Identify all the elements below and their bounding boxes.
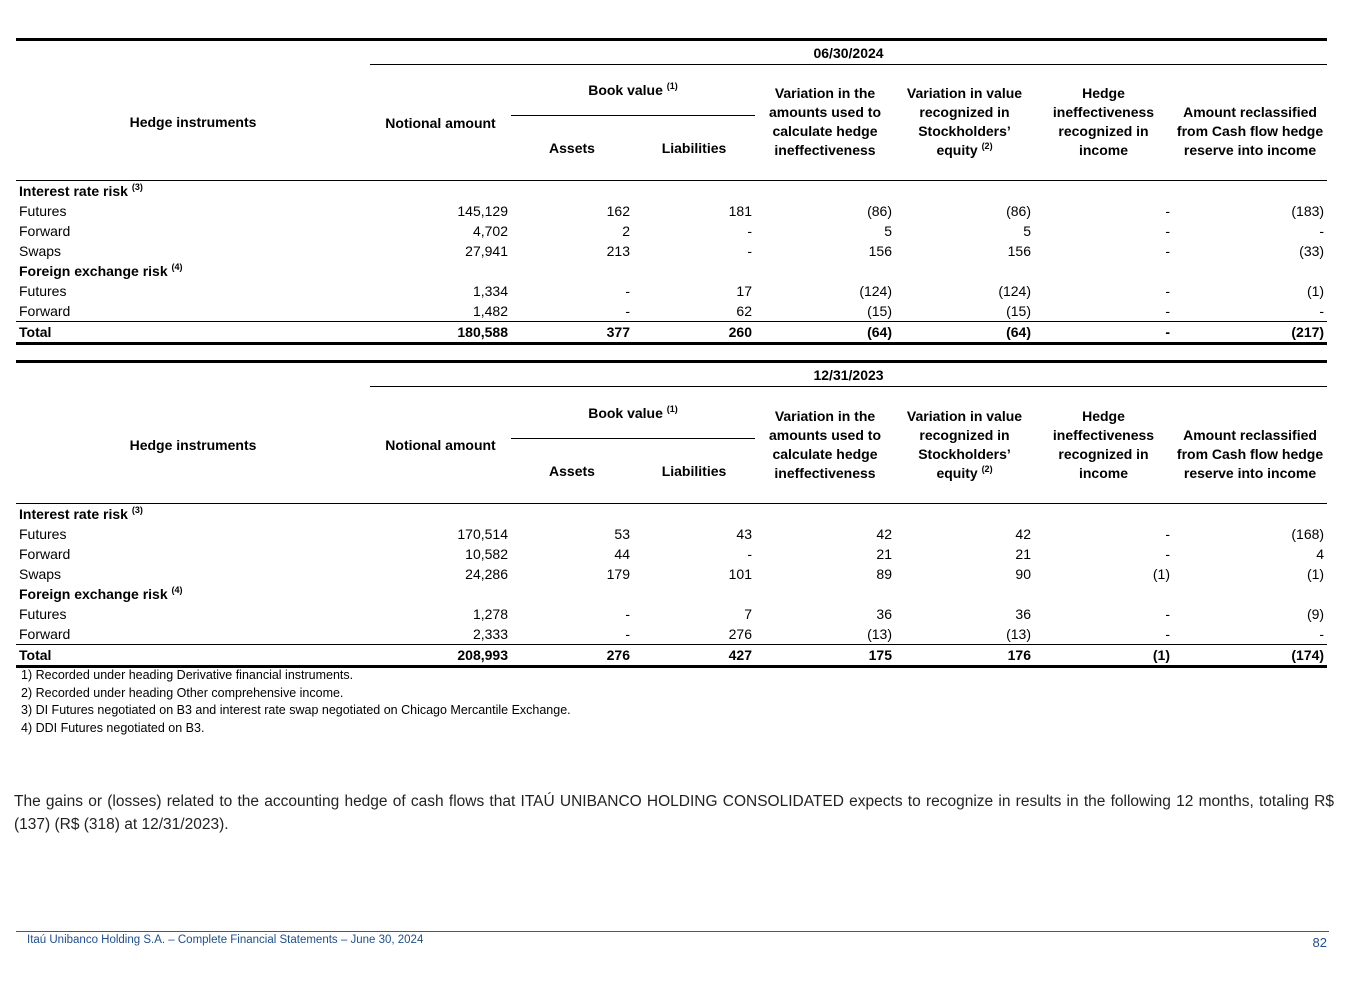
variation-value-header: Variation in value recognized in Stockholders’ equity $^{(2)}$ <box>895 65 1034 181</box>
notional-amount-header: Notional amount <box>370 387 511 504</box>
table-row: Forward 4,702 2 - 5 5 - - <box>19 223 1325 239</box>
total-row: Total 180,588 377 260 (64) (64) - (217) <box>16 322 1327 344</box>
table-row: Futures 1,278 - 7 36 36 - (9) <box>19 606 1325 622</box>
category-label: Foreign exchange risk $^{(4)}$ <box>19 262 183 279</box>
variation-amounts-header: Variation in the amounts used to calculate hedge ineffectiveness <box>755 387 895 504</box>
category-label: Interest rate risk $^{(3)}$ <box>19 505 143 522</box>
total-row: Total 208,993 276 427 175 176 (1) (174) <box>16 645 1327 667</box>
category-row <box>16 261 1327 281</box>
footer-rule <box>16 931 1329 932</box>
variation-value-header: Variation in value recognized in Stockholders’ equity $^{(2)}$ <box>895 387 1034 504</box>
hedge-instruments-header: Hedge instruments <box>16 65 370 181</box>
footnote: 2) Recorded under heading Other comprehensive income. <box>21 685 344 700</box>
liabilities-header: Liabilities <box>633 439 755 504</box>
body-paragraph: The gains or (losses) related to the accounting hedge of cash flows that ITAÚ UNIBANCO HOLDING CONSOLIDATED expects to recognize in results in the following 12 months, totaling R$ (137) (R$ (318) at 12/31/2023). <box>14 793 1334 833</box>
category-label: Interest rate risk $^{(3)}$ <box>19 182 143 199</box>
date-header: 12/31/2023 <box>370 362 1327 387</box>
table-row: Swaps 27,941 213 - 156 156 - (33) <box>19 243 1325 259</box>
hedge-ineffectiveness-header: Hedge ineffectiveness recognized in income <box>1034 387 1173 504</box>
footnote: 1) Recorded under heading Derivative financial instruments. <box>21 668 354 682</box>
category-label: Foreign exchange risk $^{(4)}$ <box>19 585 183 602</box>
table-row: Swaps 24,286 179 101 89 90 (1) (1) <box>19 566 1325 582</box>
footer-text: Itaú Unibanco Holding S.A. – Complete Financial Statements – June 30, 2024 <box>27 934 424 946</box>
amount-reclassified-header: Amount reclassified from Cash flow hedge reserve into income <box>1173 65 1327 181</box>
book-value-header: Book value $^{(1)}$ <box>511 65 755 116</box>
category-row <box>16 584 1327 604</box>
table-row: Forward 10,582 44 - 21 21 - 4 <box>19 546 1325 562</box>
hedge-instruments-header: Hedge instruments <box>16 387 370 504</box>
assets-header: Assets <box>511 116 633 181</box>
amount-reclassified-header: Amount reclassified from Cash flow hedge reserve into income <box>1173 387 1327 504</box>
table-row: Forward 1,482 - 62 (15) (15) - - <box>19 303 1325 319</box>
table-row: Forward 2,333 - 276 (13) (13) - - <box>19 626 1325 642</box>
hedge-table-2023 <box>16 360 1327 668</box>
notional-amount-header: Notional amount <box>370 65 511 181</box>
table-row: Futures 170,514 53 43 42 42 - (168) <box>19 526 1325 542</box>
hedge-table-2024 <box>16 38 1327 345</box>
footnote: 3) DI Futures negotiated on B3 and interest rate swap negotiated on Chicago Mercantile Exchange. <box>21 703 571 717</box>
footnotes <box>21 667 571 737</box>
book-value-header: Book value $^{(1)}$ <box>511 387 755 439</box>
table-row: Futures 1,334 - 17 (124) (124) - (1) <box>19 283 1325 299</box>
assets-header: Assets <box>511 439 633 504</box>
table-row: Futures 145,129 162 181 (86) (86) - (183) <box>19 203 1325 219</box>
category-row <box>16 181 1327 202</box>
footnote: 4) DDI Futures negotiated on B3. <box>21 720 205 735</box>
variation-amounts-header: Variation in the amounts used to calculate hedge ineffectiveness <box>755 65 895 181</box>
date-header: 06/30/2024 <box>370 40 1327 65</box>
liabilities-header: Liabilities <box>633 116 755 181</box>
page-number: 82 <box>1312 935 1327 950</box>
hedge-ineffectiveness-header: Hedge ineffectiveness recognized in income <box>1034 65 1173 181</box>
category-row <box>16 504 1327 525</box>
